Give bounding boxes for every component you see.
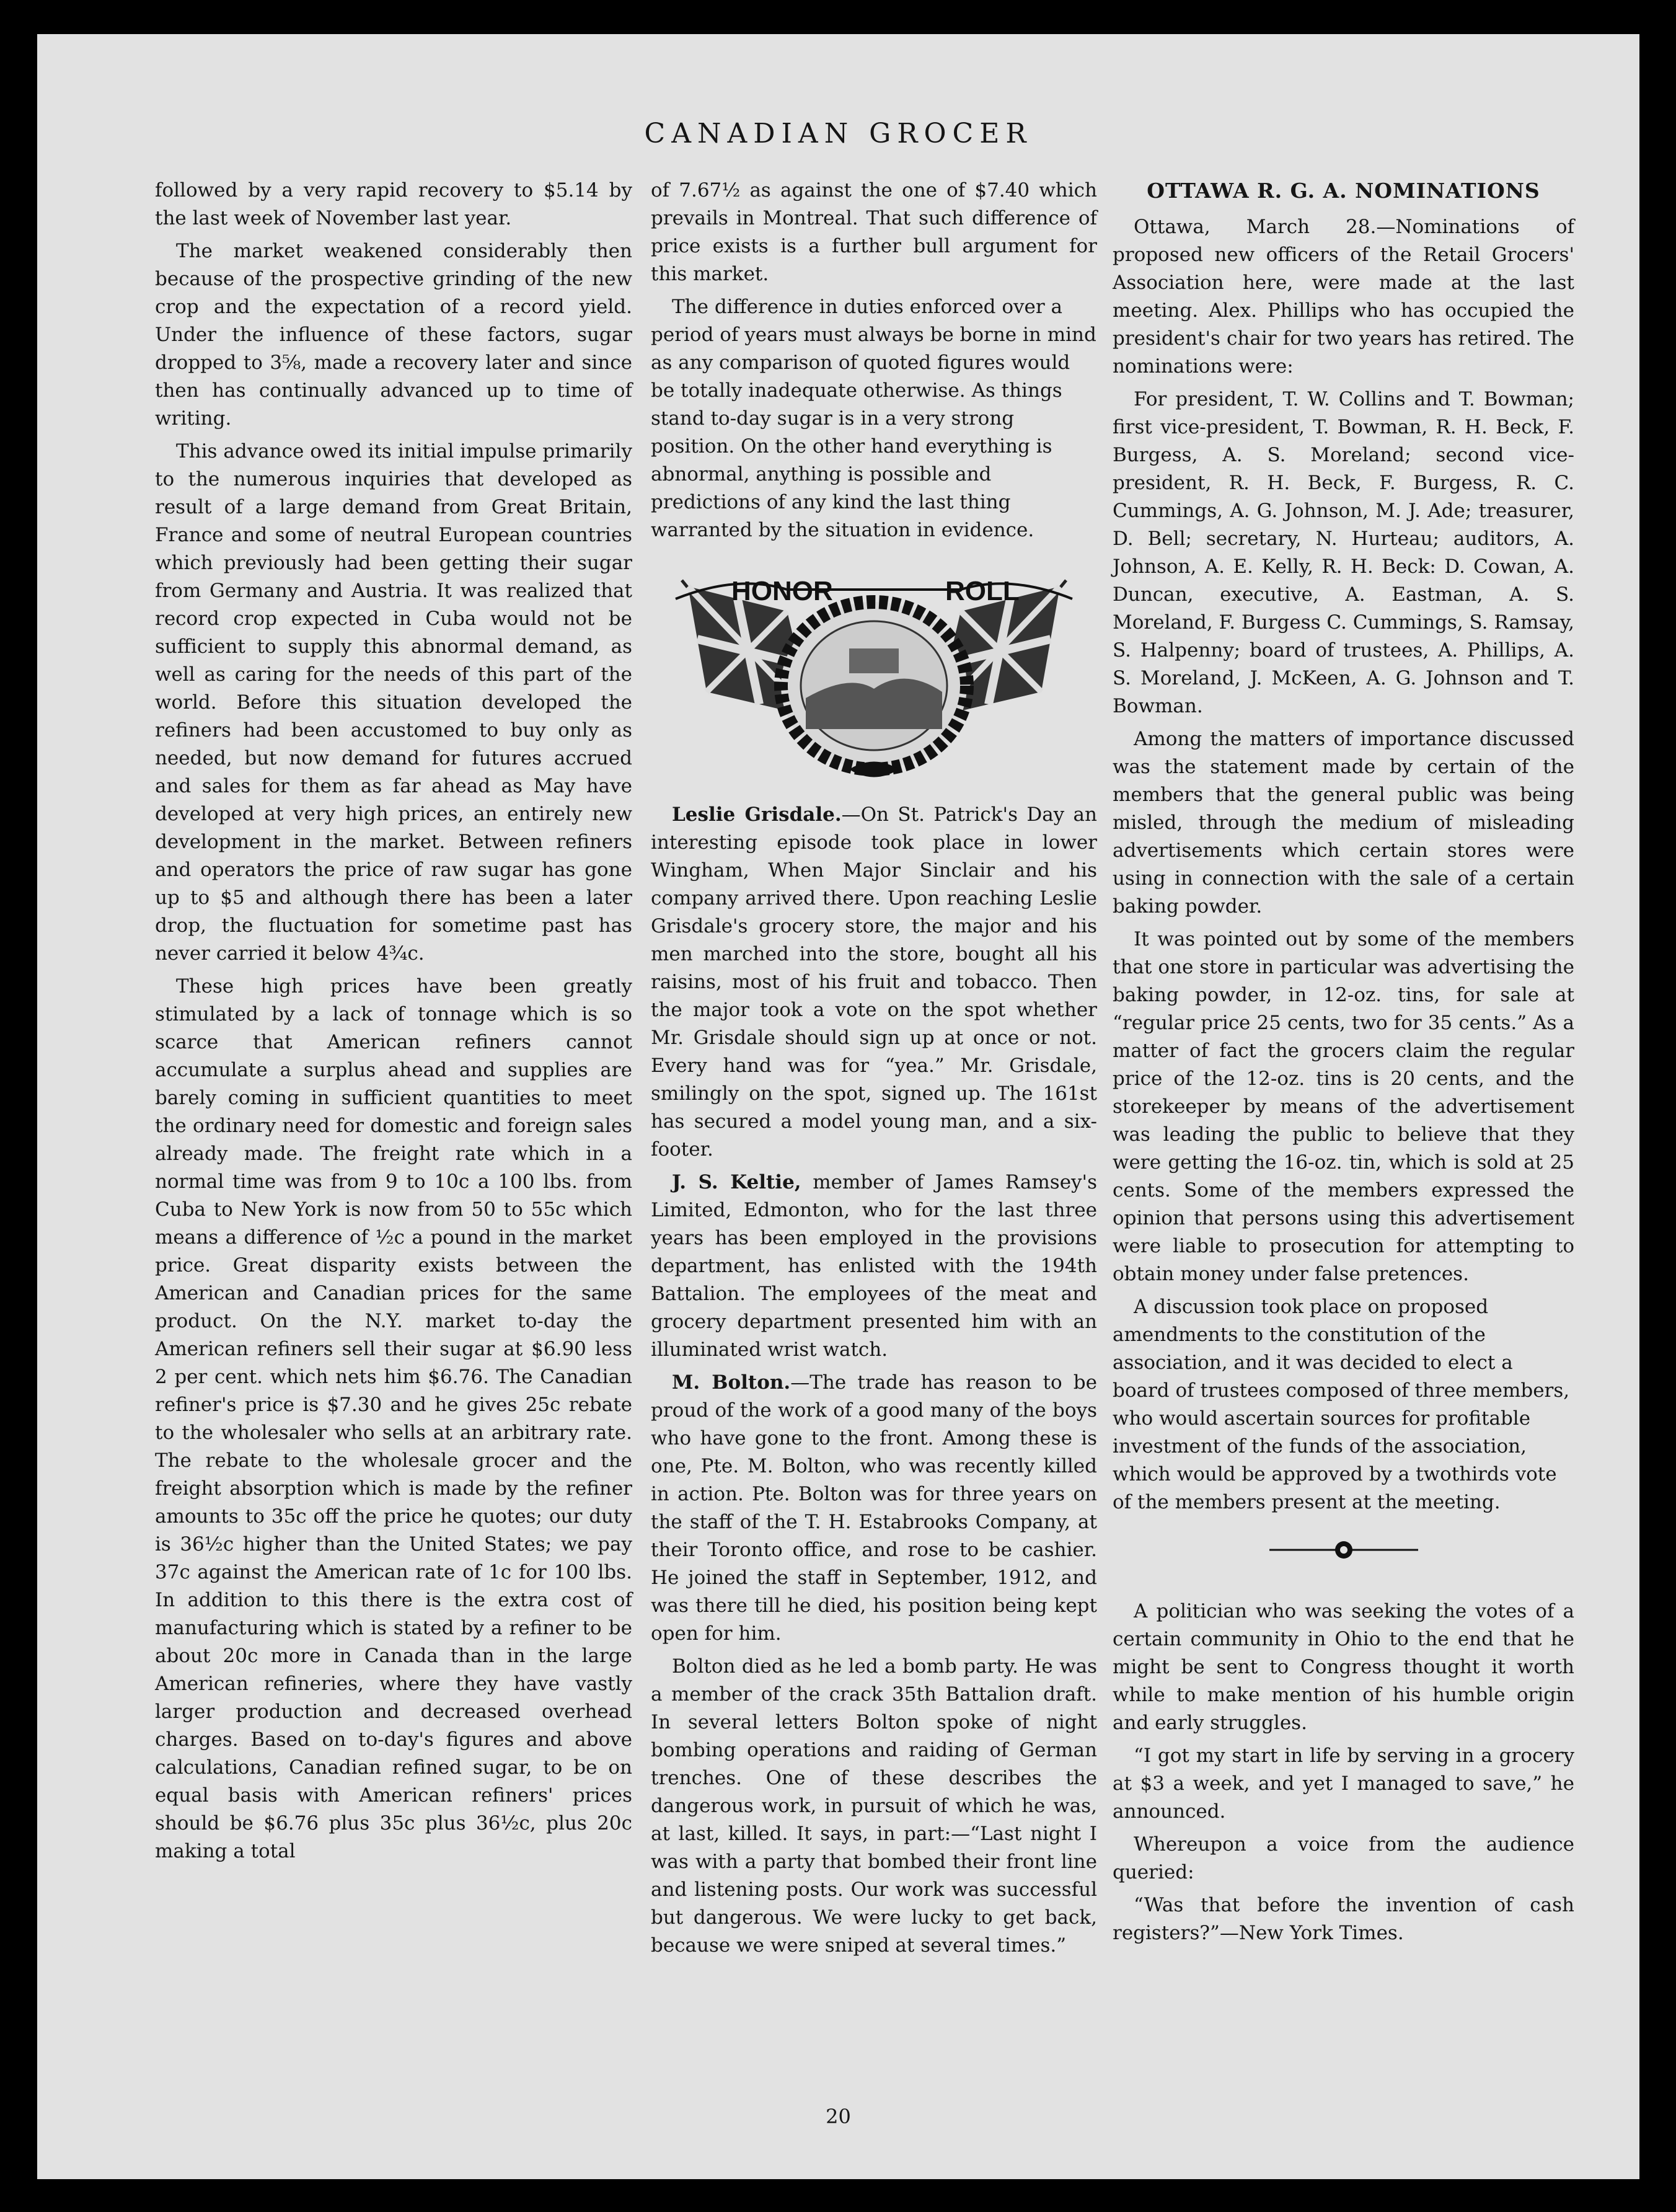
flower-ornament-icon — [1263, 1537, 1424, 1562]
column-ottawa-nominations — [1113, 177, 1574, 1952]
paragraph: The market weakened considerably then because of the prospective grinding of the new crop and the expectation of a record yield. Under the influence of these factors, sugar dropped to 3⅝, made a recovery later and since then has continually advanced up to time of writing. — [155, 240, 632, 430]
page-number: 20 — [826, 2105, 851, 2128]
paragraph: Among the matters of importance discussed was the statement made by certain of the members that the general public was being misled, through the medium of misleading advertisements which certain stores were using in connection with the sale of a certain baking powder. — [1113, 728, 1574, 918]
entry-text: —The trade has reason to be proud of the work of a good many of the boys who have gone to the front. Among these is one, Pte. M. Bolton, who was recently killed in action. Pte. Bolton was for three years on the staff of the T. H. Estabrooks Company, at their Toronto office, and rose to be cashier. He joined the staff in September, 1912, and was there till he died, his position being kept open for him. — [651, 1371, 1097, 1645]
honor-roll-wreath-icon — [663, 562, 1085, 791]
paragraph: “I got my start in life by serving in a grocery at $3 a week, and yet I managed to save,” he announced. — [1113, 1745, 1574, 1823]
honor-roll-emblem — [663, 562, 1085, 791]
paragraph: A politician who was seeking the votes of a certain community in Ohio to the end that he might be sent to Congress thought it worth while to make mention of his humble origin and early struggles. — [1113, 1600, 1574, 1734]
entry-name: J. S. Keltie, — [672, 1171, 801, 1193]
entry-name: M. Bolton. — [672, 1371, 791, 1394]
paragraph: “Was that before the invention of cash registers?”—New York Times. — [1113, 1894, 1574, 1944]
column-honor-roll — [632, 177, 1097, 1965]
paragraph: It was pointed out by some of the members that one store in particular was advertising the baking powder, in 12-oz. tins, for sale at “regular price 25 cents, two for 35 cents.” As a matter of fact the grocers claim the regular price of the 12-oz. tins is 20 cents, and the storekeeper by means of the advertisement was leading the public to believe that they were getting the 16-oz. tin, which is sold at 25 cents. Some of the members expressed the opinion that persons using this advertisement were liable to prosecution for attempting to obtain money under false pretences. — [1113, 928, 1574, 1285]
paragraph: These high prices have been greatly stimulated by a lack of tonnage which is so scarce that American refiners cannot accumulate a surplus ahead and supplies are barely coming in sufficient quantities to meet the ordinary need for domestic and foreign sales already made. The freight rate which in a normal time was from 9 to 10c a 100 lbs. from Cuba to New York is now from 50 to 55c which means a difference of ½c a pound in the market price. Great disparity exists between the American and Canadian prices for the same product. On the N.Y. market to-day the American refiners sell their sugar at $6.90 less 2 per cent. which nets him $6.76. The Canadian refiner's price is $7.30 and he gives 25c rebate to the wholesaler who sells at an arbitrary rate. The rebate to the wholesale grocer and the freight absorption which is made by the refiner amounts to 35c off the price he quotes; our duty is 36½c higher than the United States; we pay 37c against the American rate of 1c for 100 lbs. In addition to this there is the extra cost of manufacturing which is stated by a refiner to be about 20c more in Canada than in the large American refineries, where they have vastly larger production and decreased overhead charges. Based on to-day's figures and above calculations, Canadian refined sugar, to be on equal basis with American refiners' prices should be $6.76 plus 35c plus 36½c, plus 20c making a total — [155, 975, 632, 1862]
entry-bolton — [651, 1369, 1097, 1648]
column-sugar-market — [155, 177, 632, 1870]
section-divider — [1113, 1537, 1574, 1570]
roll-word: ROLL — [945, 576, 1020, 606]
paragraph: followed by a very rapid recovery to $5.14 by the last week of November last year. — [155, 179, 632, 229]
paragraph: A discussion took place on proposed amendments to the constitution of the association, and it was decided to elect a board of trustees composed of three members, who would ascertain sources for profitable investment of the funds of the association, which would be approved by a twothirds vote of the members present at the meeting. — [1113, 1296, 1570, 1513]
paragraph: The difference in duties enforced over a period of years must always be borne in mind as any comparison of quoted figures would be totally inadequate otherwise. As things stand to-day sugar is in a very strong position. On the other hand everything is abnormal, anything is possible and predictions of any kind the last thing warranted by the situation in evidence. — [651, 296, 1096, 541]
article-heading: OTTAWA R. G. A. NOMINATIONS — [1147, 179, 1540, 203]
newspaper-page — [37, 34, 1639, 2179]
page-header: CANADIAN GROCER — [644, 118, 1033, 149]
paragraph: This advance owed its initial impulse primarily to the numerous inquiries that developed as result of a large demand from Great Britain, France and some of neutral European countries which previously had been getting their sugar from Germany and Austria. It was realized that record crop expected in Cuba would not be sufficient to supply this abnormal demand, as well as caring for the needs of this part of the world. Before this situation developed the refiners had been accustomed to buy only as needed, but now demand for futures accrued and sales for them as far ahead as May have developed at very high prices, an entirely new development in the market. Between refiners and operators the price of raw sugar has gone up to $5 and although there has been a later drop, the fluctuation for sometime past has never carried it below 4¾c. — [155, 440, 632, 965]
entry-keltie — [651, 1169, 1097, 1364]
paragraph: Whereupon a voice from the audience queried: — [1113, 1833, 1574, 1883]
entry-name: Leslie Grisdale. — [672, 803, 842, 826]
paragraph: For president, T. W. Collins and T. Bowman; first vice-president, T. Bowman, R. H. Beck, F. Burgess, A. S. Moreland; second vice-president, R. H. Beck, F. Burgess, R. C. Cummings, A. G. Johnson, M. J. Ade; treasurer, D. Bell; secretary, N. Hurteau; auditors, A. Johnson, A. E. Kelly, R. H. Beck: D. Cowan, A. Duncan, executive, A. Eastman, A. S. Moreland, F. Burgess C. Cummings, S. Ramsay, S. Halpenny; board of trustees, A. Phillips, A. S. Moreland, J. McKeen, A. G. Johnson and T. Bowman. — [1113, 388, 1574, 717]
paragraph: of 7.67½ as against the one of $7.40 which prevails in Montreal. That such difference of price exists is a further bull argument for this market. — [651, 179, 1097, 285]
entry-text: member of James Ramsey's Limited, Edmonton, who for the last three years has been employed in the provisions department, has enlisted with the 194th Battalion. The employees of the meat and grocery department presented him with an illuminated wrist watch. — [651, 1171, 1097, 1361]
entry-grisdale — [651, 801, 1097, 1164]
paragraph: Ottawa, March 28.—Nominations of proposed new officers of the Retail Grocers' Association here, were made at the last meeting. Alex. Phillips who has occupied the president's chair for two years has retired. The nominations were: — [1113, 216, 1574, 378]
entry-text: —On St. Patrick's Day an interesting episode took place in lower Wingham, When Major Sinclair and his company arrived there. Upon reaching Leslie Grisdale's grocery store, the major and his men marched into the store, bought all his raisins, most of his fruit and tobacco. Then the major took a vote on the spot whether Mr. Grisdale should sign up at once or not. Every hand was for “yea.” Mr. Grisdale, smilingly on the spot, signed up. The 161st has secured a model young man, and a six-footer. — [651, 803, 1097, 1161]
paragraph: Bolton died as he led a bomb party. He was a member of the crack 35th Battalion draft. In several letters Bolton spoke of night bombing operations and raiding of German trenches. One of these describes the dangerous work, in pursuit of which he was, at last, killed. It says, in part:—“Last night I was with a party that bombed their front line and listening posts. Our work was successful but dangerous. We were lucky to get back, because we were sniped at several times.” — [651, 1655, 1097, 1957]
honor-word: HONOR — [731, 576, 833, 606]
